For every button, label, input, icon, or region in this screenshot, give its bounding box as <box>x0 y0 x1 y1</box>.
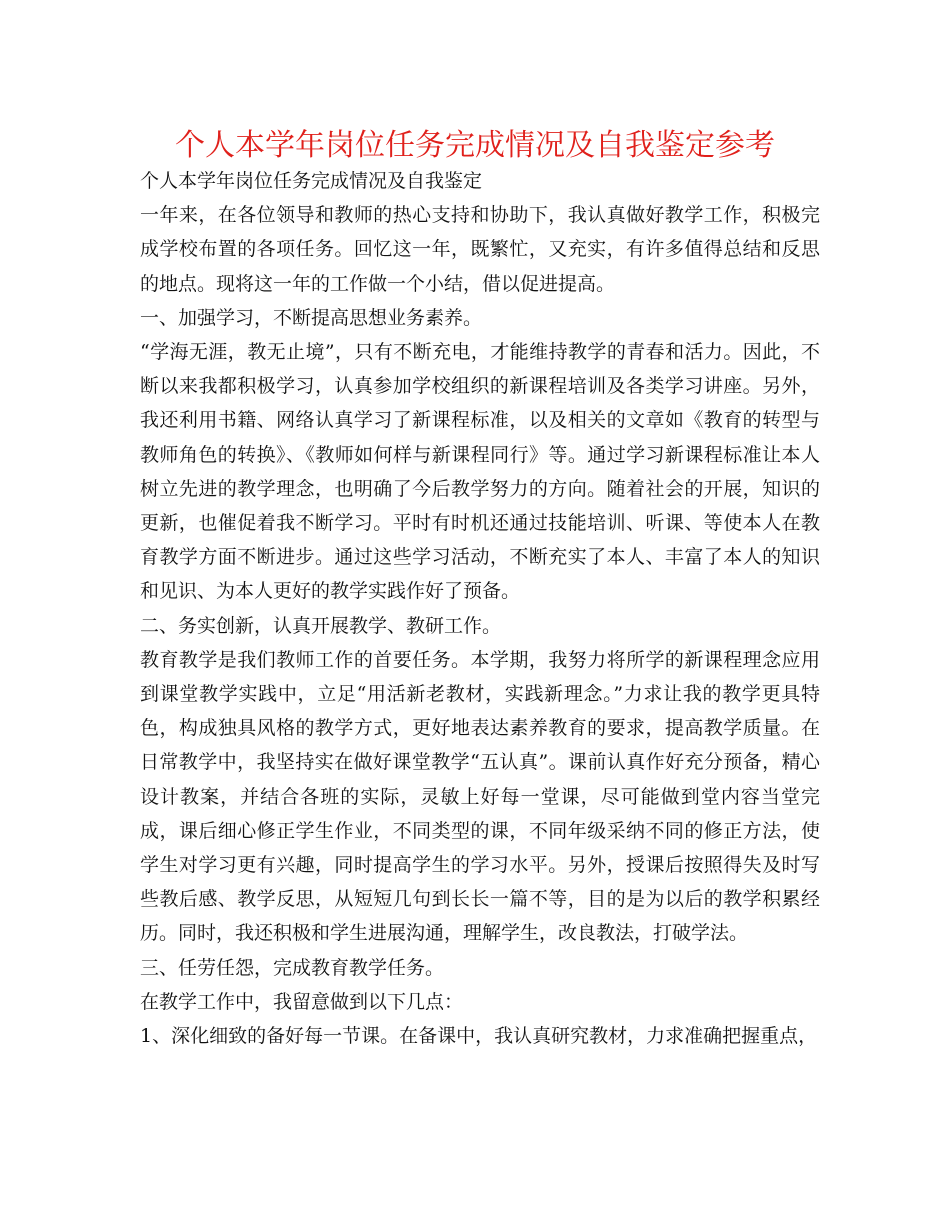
paragraph-section-3-intro: 在教学工作中，我留意做到以下几点： <box>140 990 464 1013</box>
paragraph-section-1: “学海无涯，教无止境”，只有不断充电，才能维持教学的青春和活力。因此，不断以来我都积极学习，认真参加学校组织的新课程培训及各类学习讲座。另外，我还利用书籍、网络认真学习了新课程标准，以及相关的文章如《教育的转型与教师角色的转换》、《教师如何样与新课程同行》等。通过学习新课程标准让本人树立先进的教学理念，也明确了今后教学努力的方向。随着社会的开展，知识的更新，也催促着我不断学习。平时有时机还通过技能培训、听课、等使本人在教育教学方面不断进步。通过这些学习活动，不断充实了本人、丰富了本人的知识和见识、为本人更好的教学实践作好了预备。 <box>140 341 820 603</box>
list-item-1: 1、深化细致的备好每一节课。在备课中，我认真研究教材，力求准确把握重点， <box>140 1025 818 1048</box>
paragraph-section-2: 教育教学是我们教师工作的首要任务。本学期，我努力将所学的新课程理念应用到课堂教学实践中，立足“用活新老教材，实践新理念。”力求让我的教学更具特色，构成独具风格的教学方式，更好地表达素养教育的要求，提高教学质量。在日常教学中，我坚持实在做好课堂教学“五认真”。课前认真作好充分预备，精心设计教案，并结合各班的实际，灵敏上好每一堂课，尽可能做到堂内容当堂完成，课后细心修正学生作业，不同类型的课，不同年级采纳不同的修正方法，使学生对学习更有兴趣，同时提高学生的学习水平。另外，授课后按照得失及时写些教后感、教学反思，从短短几句到长长一篇不等，目的是为以后的教学积累经历。同时，我还积极和学生进展沟通，理解学生，改良教法，打破学法。 <box>140 648 820 945</box>
section-heading-2: 二、务实创新，认真开展教学、教研工作。 <box>140 614 502 637</box>
section-heading-1: 一、加强学习，不断提高思想业务素养。 <box>140 306 483 329</box>
paragraph-intro: 一年来，在各位领导和教师的热心支持和协助下，我认真做好教学工作，积极完成学校布置的各项任务。回忆这一年，既繁忙，又充实，有许多值得总结和反思的地点。现将这一年的工作做一个小结，借以促进提高。 <box>140 204 820 295</box>
document-subtitle: 个人本学年岗位任务完成情况及自我鉴定 <box>140 170 483 192</box>
document-title: 个人本学年岗位任务完成情况及自我鉴定参考 <box>175 128 775 163</box>
document-body <box>140 164 820 1053</box>
section-heading-3: 三、任劳任怨，完成教育教学任务。 <box>140 956 445 979</box>
